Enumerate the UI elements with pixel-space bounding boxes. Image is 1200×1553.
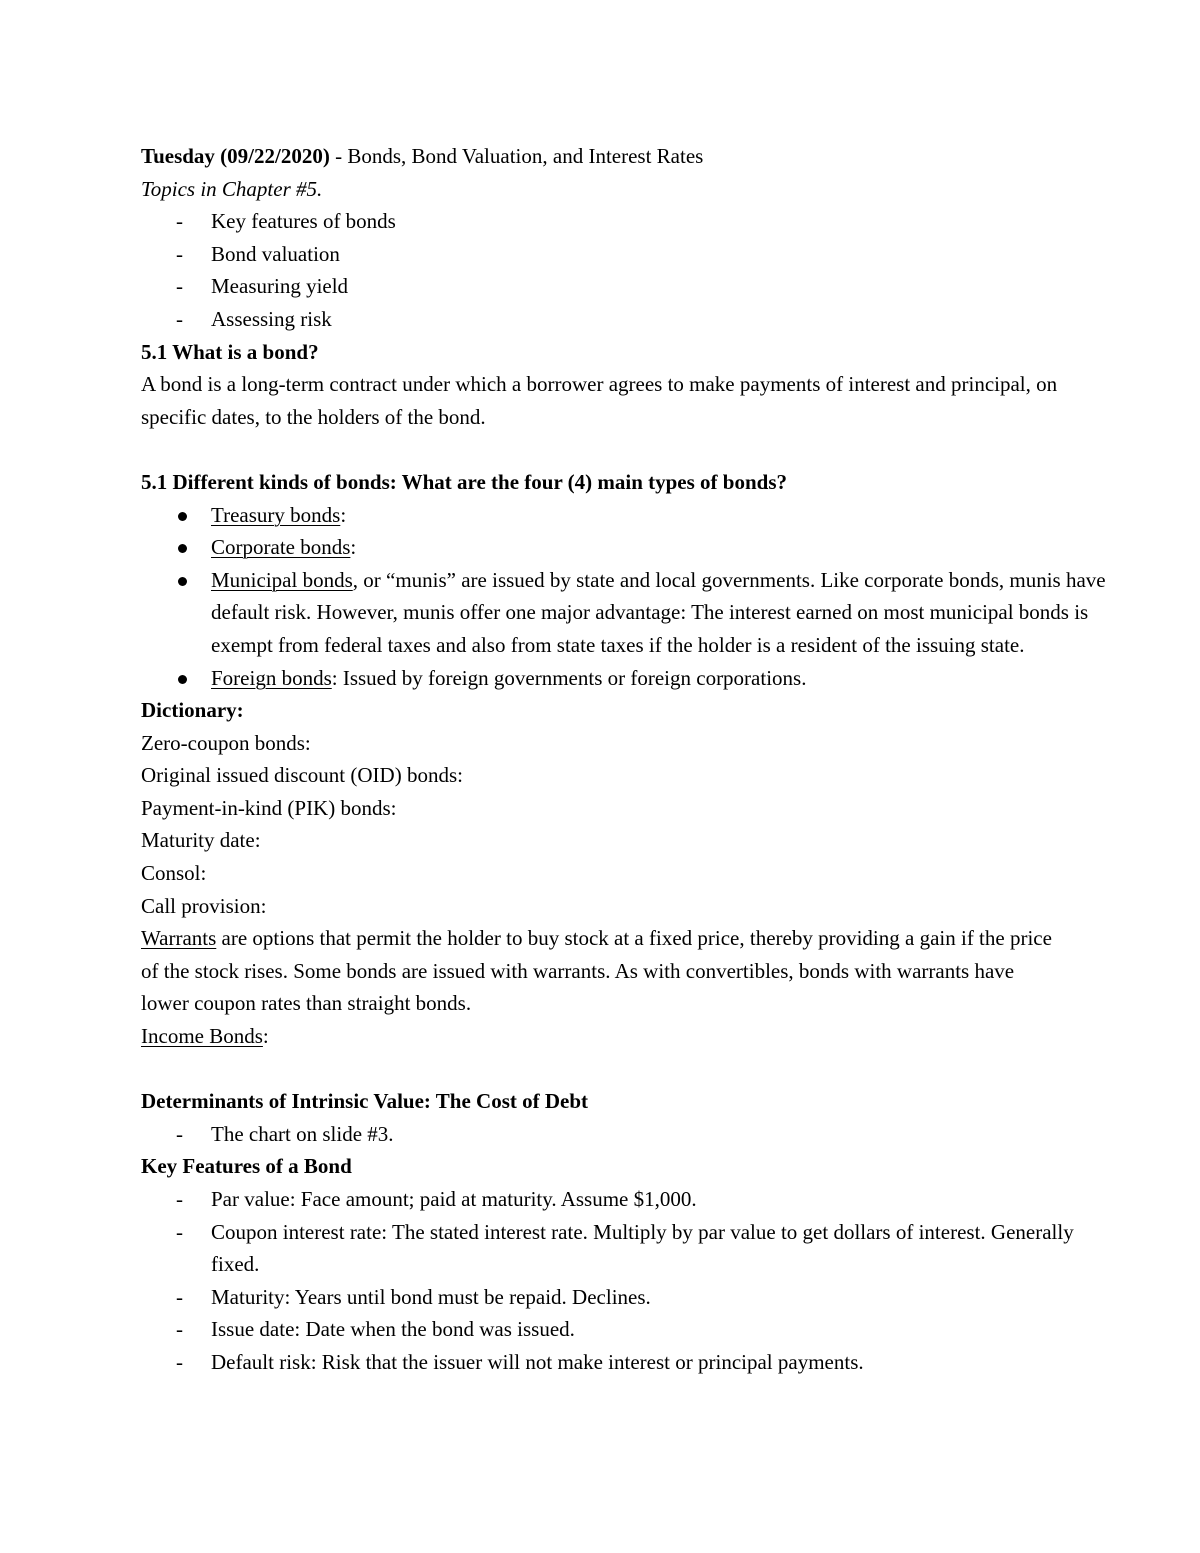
dash-marker: - — [176, 1284, 183, 1309]
dash-marker: - — [176, 1121, 183, 1146]
dash-marker: - — [176, 1317, 183, 1342]
income-bonds-term: Income Bonds: — [141, 1024, 269, 1049]
dictionary-term: Call provision: — [141, 893, 267, 918]
lecture-title: - Bonds, Bond Valuation, and Interest Rates — [329, 144, 704, 168]
dictionary-term: Payment-in-kind (PIK) bonds: — [141, 795, 397, 820]
dash-marker: - — [176, 241, 183, 266]
dash-marker: - — [176, 1349, 183, 1374]
dash-marker: - — [176, 1219, 183, 1244]
topic-item: - Assessing risk — [141, 303, 1071, 336]
topic-item: - Key features of bonds — [141, 205, 1071, 238]
key-feature-item: - Coupon interest rate: The stated interest rate. Multiply by par value to get dollars of interest. Generally fixed. — [141, 1216, 1081, 1281]
key-feature-item: - Issue date: Date when the bond was issued. — [141, 1313, 1071, 1346]
bond-type-item: Foreign bonds: Issued by foreign governments or foreign corporations. — [141, 662, 1071, 695]
bullet-icon — [178, 577, 187, 586]
section-heading-what-is-bond: 5.1 What is a bond? — [141, 339, 319, 364]
dictionary-term: Consol: — [141, 861, 207, 886]
lecture-date: Tuesday (09/22/2020) — [141, 144, 330, 168]
bullet-icon — [178, 675, 187, 684]
dash-marker: - — [176, 209, 183, 234]
lecture-title-line — [141, 140, 1071, 173]
dictionary-heading: Dictionary: — [141, 698, 244, 723]
dash-marker: - — [176, 1187, 183, 1211]
determinants-item: - The chart on slide #3. — [141, 1118, 1071, 1151]
section-heading-kinds-of-bonds: 5.1 Different kinds of bonds: What are the four (4) main types of bonds? — [141, 469, 788, 494]
bond-type-item: Treasury bonds: — [141, 499, 1071, 532]
document-page — [141, 140, 1106, 1379]
dictionary-term: Original issued discount (OID) bonds: — [141, 763, 463, 788]
spacer — [141, 1053, 1071, 1086]
bond-type-item: Corporate bonds: — [141, 531, 1071, 564]
topic-item: - Measuring yield — [141, 270, 1071, 303]
spacer — [141, 433, 1071, 466]
dash-marker: - — [176, 306, 183, 331]
dictionary-term: Maturity date: — [141, 828, 261, 853]
key-feature-item: - Par value: Face amount; paid at maturity. Assume $1,000. — [141, 1183, 1071, 1216]
key-feature-item: - Maturity: Years until bond must be repaid. Declines. — [141, 1281, 1071, 1314]
key-feature-item: - Default risk: Risk that the issuer will not make interest or principal payments. — [141, 1346, 1071, 1379]
key-features-heading: Key Features of a Bond — [141, 1154, 352, 1179]
topics-label: Topics in Chapter #5. — [141, 176, 323, 201]
determinants-heading: Determinants of Intrinsic Value: The Cost of Debt — [141, 1089, 589, 1114]
bullet-icon — [178, 512, 187, 521]
dictionary-term: Zero-coupon bonds: — [141, 730, 311, 755]
bond-type-item: Municipal bonds, or “munis” are issued by state and local governments. Like corporate bonds, munis have default risk. However, munis offer one major advantage: The interest earned on most municipal bonds is exempt from federal taxes and also from state taxes if the holder is a resident of the issuing state. — [141, 564, 1121, 662]
warrants-definition: Warrants are options that permit the holder to buy stock at a fixed price, thereby providing a gain if the price of the stock rises. Some bonds are issued with warrants. As with convertibles, bonds with warrants have lower coupon rates than straight bonds. — [141, 926, 1052, 1016]
bond-definition: A bond is a long-term contract under which a borrower agrees to make payments of interest and principal, on specific dates, to the holders of the bond. — [141, 372, 1058, 429]
bullet-icon — [178, 544, 187, 553]
topic-item: - Bond valuation — [141, 238, 1071, 271]
dash-marker: - — [176, 274, 183, 299]
